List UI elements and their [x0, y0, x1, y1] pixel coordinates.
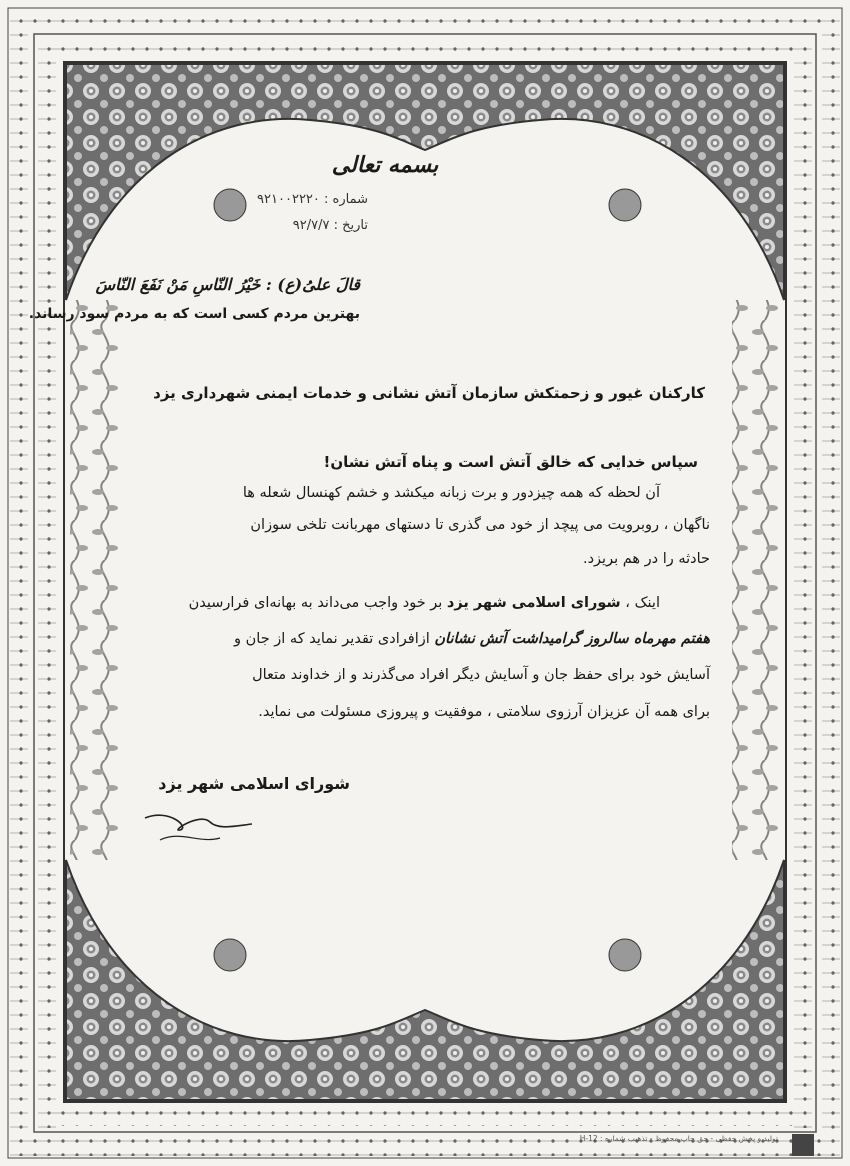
body-line: آن لحظه که همه چیزدور و برت زبانه میکشد و خشم کهنسال شعله ها — [242, 485, 660, 501]
hadith-translation: بهترین مردم کسی است که به مردم سود رساند. — [28, 306, 360, 322]
basmala-heading: بسمه تعالی — [331, 152, 439, 178]
letter-number: شماره : ۹۲۱۰۰۲۲۲۰ — [257, 192, 368, 207]
hadith-quote: قالَ علیُ(ع) : خَیْرُ النّاسِ مَنْ نَفَعَ النّاسَ — [95, 275, 360, 294]
body-line: سپاس خدایی که خالق آتش است و پناه آتش نشان! — [323, 453, 698, 471]
body-line: حادثه را در هم بریزد. — [582, 551, 710, 567]
letter-date: تاریخ : ۹۲/۷/۷ — [292, 218, 368, 233]
body-line — [234, 631, 710, 647]
body-text: بر خود واجب می‌داند به بهانه‌ای فرارسیدن — [188, 595, 447, 611]
recipient-heading: کارکنان غیور و زحمتکش سازمان آتش نشانی و خدمات ایمنی شهرداری یزد — [153, 384, 705, 402]
body-text: ازافرادی تقدیر نماید که از جان و — [234, 631, 435, 647]
handwritten-signature — [140, 800, 260, 850]
council-name-emphasis: شورای اسلامی شهر یزد — [446, 595, 621, 611]
occasion-emphasis: هفتم مهرماه سالروز گرامیداشت آتش نشانان — [434, 631, 710, 647]
signatory-council: شورای اسلامی شهر یزد — [158, 774, 350, 793]
body-line — [189, 595, 660, 611]
print-credit: تولید و پخش حفظی - حق چاپ محفوظ - تذهیب شماره : H-12 — [579, 1134, 778, 1143]
body-text: اینک ، — [620, 595, 660, 611]
body-line: ناگهان ، روبرویت می پیچد از خود می گذری تا دستهای مهربانت تلخی سوزان — [250, 517, 710, 533]
body-line: برای همه آن عزیزان آرزوی سلامتی ، موفقیت و پیروزی مسئولت می نماید. — [258, 704, 710, 720]
body-line: آسایش خود برای حفظ جان و آسایش دیگر افراد می‌گذرند و از خداوند متعال — [252, 667, 710, 683]
